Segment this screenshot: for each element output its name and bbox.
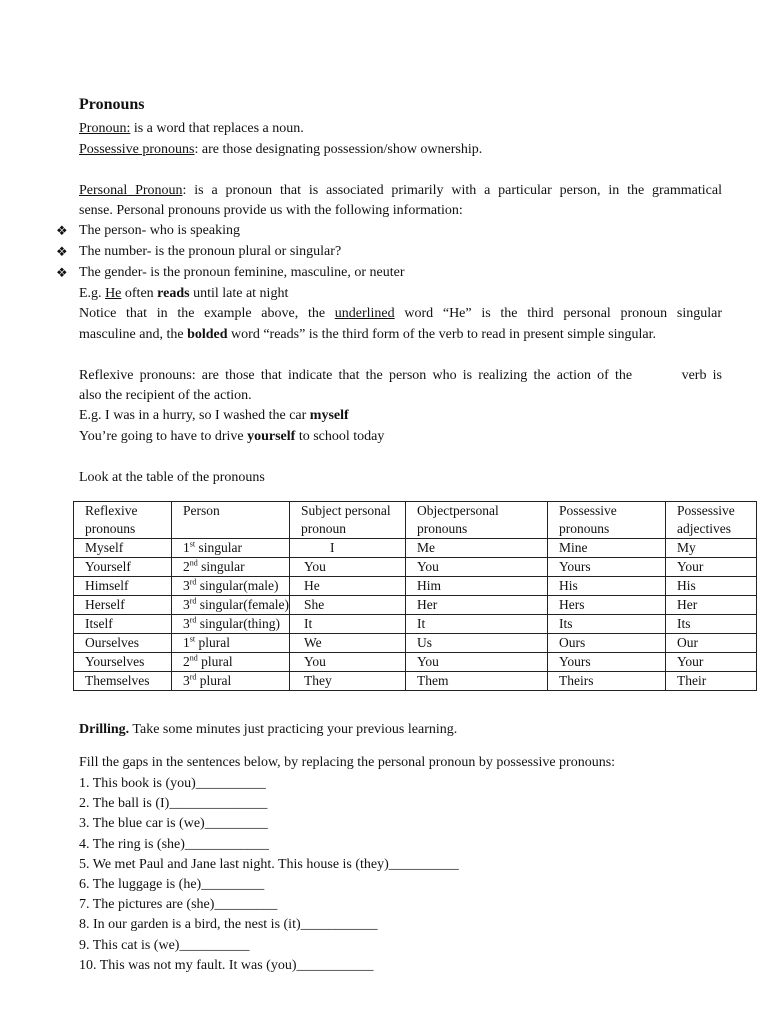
exercise-item: 2. The ball is (I)______________ [79, 796, 268, 812]
pronoun-table [73, 501, 757, 691]
table-cell-object: You [406, 558, 548, 577]
table-cell-person [172, 634, 290, 653]
table-row [74, 615, 757, 634]
table-cell-poss-pron: Theirs [548, 672, 666, 691]
table-row [74, 653, 757, 672]
table-row [74, 672, 757, 691]
drilling-label: Drilling. [79, 722, 130, 737]
possessive-def-text: : are those designating possession/show ownership. [194, 142, 483, 157]
table-cell-person [172, 615, 290, 634]
table-cell-reflexive: Ourselves [74, 634, 172, 653]
table-cell-reflexive: Themselves [74, 672, 172, 691]
notice2-text-a: masculine and, the [79, 327, 188, 342]
person-ordinal-suffix: st [189, 634, 196, 644]
person-number: 1 [183, 540, 190, 555]
drilling-text: Take some minutes just practicing your previous learning. [129, 722, 458, 737]
table-cell-person [172, 539, 290, 558]
header-cell: Person [172, 502, 290, 539]
person-ordinal-suffix: nd [189, 558, 198, 568]
table-cell-subject: They [290, 672, 406, 691]
bullet-item: The person- who is speaking [79, 223, 240, 238]
reflexive-line1: Reflexive pronouns: are those that indicate that the person who is realizing the action of the verb is [79, 368, 722, 383]
table-cell-poss-adj: Her [666, 596, 757, 615]
person-number: 3 [183, 616, 190, 631]
bullet-item: The number- is the pronoun plural or singular? [79, 244, 342, 259]
personal-pronoun-line1 [79, 181, 722, 201]
person-ordinal-suffix: rd [189, 615, 197, 625]
table-cell-poss-adj: Our [666, 634, 757, 653]
exercise-item: 3. The blue car is (we)_________ [79, 816, 268, 832]
person-ordinal-suffix: st [189, 539, 196, 549]
exercise-item: 5. We met Paul and Jane last night. This house is (they)__________ [79, 856, 459, 872]
table-cell-object: Them [406, 672, 548, 691]
notice-text-b: word “He” is the third personal pronoun singular [394, 306, 722, 321]
example-end: until late at night [189, 286, 289, 301]
exercise-item: 6. The luggage is (he)_________ [79, 877, 265, 892]
pronoun-definition [79, 119, 304, 139]
reflexive-ex2-text: You’re going to have to drive [79, 429, 248, 444]
table-cell-poss-adj: His [666, 577, 757, 596]
personal-line1-text: : is a pronoun that is associated primarily with a particular person, in the grammatical [182, 183, 722, 198]
person-label: singular(thing) [196, 616, 281, 631]
table-cell-subject: He [290, 577, 406, 596]
table-cell-poss-pron: His [548, 577, 666, 596]
table-cell-poss-adj: Its [666, 615, 757, 634]
notice2-text-b: word “reads” is the third form of the verb to read in present simple singular. [227, 327, 656, 342]
table-header-row [74, 502, 757, 539]
example-reads: reads [157, 286, 190, 301]
possessive-term: Possessive pronouns [79, 142, 195, 157]
person-number: 1 [183, 635, 190, 650]
header-cell: Objectpersonal pronouns [406, 502, 548, 539]
notice-text-a: Notice that in the example above, the [79, 306, 335, 321]
table-cell-reflexive: Yourselves [74, 653, 172, 672]
table-row [74, 577, 757, 596]
table-cell-person [172, 672, 290, 691]
notice-bolded: bolded [187, 327, 228, 342]
reflexive-example1 [79, 406, 349, 426]
table-cell-poss-pron: Hers [548, 596, 666, 615]
person-number: 3 [183, 673, 190, 688]
table-cell-subject: We [290, 634, 406, 653]
drilling-instruction: Fill the gaps in the sentences below, by replacing the personal pronoun by possessive pronouns: [79, 755, 616, 770]
person-label: singular [195, 540, 242, 555]
table-cell-person [172, 653, 290, 672]
personal-pronoun-line2: sense. Personal pronouns provide us with the following information: [79, 203, 463, 218]
person-number: 2 [183, 654, 190, 669]
possessive-definition [79, 140, 482, 160]
table-cell-object: It [406, 615, 548, 634]
example-sentence [79, 284, 288, 304]
person-label: plural [197, 654, 233, 669]
table-cell-poss-adj: My [666, 539, 757, 558]
table-cell-poss-pron: Yours [548, 558, 666, 577]
reflexive-ex2-bold: yourself [247, 429, 296, 444]
table-cell-person [172, 558, 290, 577]
person-number: 3 [183, 597, 190, 612]
notice-line2 [79, 325, 656, 345]
person-number: 3 [183, 578, 190, 593]
example-he: He [105, 286, 122, 301]
table-cell-reflexive: Himself [74, 577, 172, 596]
table-intro: Look at the table of the pronouns [79, 470, 265, 485]
table-cell-subject: It [290, 615, 406, 634]
reflexive-ex1-bold: myself [309, 408, 349, 423]
drilling-heading [79, 720, 457, 740]
reflexive-ex2-suffix: to school today [295, 429, 385, 444]
table-cell-reflexive: Yourself [74, 558, 172, 577]
exercise-item: 4. The ring is (she)____________ [79, 836, 269, 852]
table-cell-subject: She [290, 596, 406, 615]
personal-pronoun-term: Personal Pronoun [79, 183, 183, 198]
table-cell-object: You [406, 653, 548, 672]
table-cell-subject: You [290, 653, 406, 672]
person-ordinal-suffix: rd [189, 672, 197, 682]
person-label: plural [195, 635, 230, 650]
table-cell-reflexive: Herself [74, 596, 172, 615]
exercise-item: 8. In our garden is a bird, the nest is (it)___________ [79, 917, 378, 933]
table-cell-poss-pron: Its [548, 615, 666, 634]
table-row [74, 558, 757, 577]
table-cell-poss-adj: Their [666, 672, 757, 691]
table-cell-person [172, 596, 290, 615]
bullet-item: The gender- is the pronoun feminine, masculine, or neuter [79, 265, 405, 280]
example-mid: often [121, 286, 158, 301]
bullet-icon: ❖ [56, 265, 68, 280]
person-number: 2 [183, 559, 190, 574]
pronoun-term: Pronoun: [79, 121, 131, 136]
bullet-icon: ❖ [56, 223, 68, 238]
notice-line1 [79, 304, 722, 324]
reflexive-example2 [79, 427, 384, 447]
exercise-item: 10. This was not my fault. It was (you)___________ [79, 957, 374, 973]
table-cell-person [172, 577, 290, 596]
person-label: singular [197, 559, 245, 574]
table-cell-poss-pron: Yours [548, 653, 666, 672]
table-cell-object: Us [406, 634, 548, 653]
person-ordinal-suffix: rd [189, 577, 197, 587]
reflexive-ex1-text: E.g. I was in a hurry, so I washed the car [79, 408, 310, 423]
table-row [74, 596, 757, 615]
example-prefix: E.g. [79, 286, 106, 301]
pronoun-def-text: is a word that replaces a noun. [130, 121, 304, 136]
table-cell-subject: I [290, 539, 406, 558]
exercise-item: 1. This book is (you)__________ [79, 776, 266, 791]
table-cell-reflexive: Myself [74, 539, 172, 558]
reflexive-line2: also the recipient of the action. [79, 388, 252, 403]
person-ordinal-suffix: nd [189, 653, 198, 663]
table-cell-object: Him [406, 577, 548, 596]
table-cell-poss-pron: Mine [548, 539, 666, 558]
person-label: singular(male) [196, 578, 279, 593]
table-cell-object: Her [406, 596, 548, 615]
table-row [74, 539, 757, 558]
person-label: singular(female) [196, 597, 290, 612]
person-ordinal-suffix: rd [189, 596, 197, 606]
header-cell: Possessive pronouns [548, 502, 666, 539]
page-title: Pronouns [79, 96, 145, 113]
table-cell-poss-adj: Your [666, 653, 757, 672]
table-cell-subject: You [290, 558, 406, 577]
header-cell: Reflexive pronouns [74, 502, 172, 539]
header-cell: Subject personal pronoun [290, 502, 406, 539]
notice-underlined: underlined [334, 306, 395, 321]
table-cell-object: Me [406, 539, 548, 558]
person-label: plural [196, 673, 232, 688]
table-row [74, 634, 757, 653]
table-cell-reflexive: Itself [74, 615, 172, 634]
exercise-item: 7. The pictures are (she)_________ [79, 897, 278, 913]
table-cell-poss-pron: Ours [548, 634, 666, 653]
bullet-icon: ❖ [56, 244, 68, 259]
header-cell: Possessive adjectives [666, 502, 757, 539]
table-cell-poss-adj: Your [666, 558, 757, 577]
exercise-item: 9. This cat is (we)__________ [79, 937, 250, 953]
